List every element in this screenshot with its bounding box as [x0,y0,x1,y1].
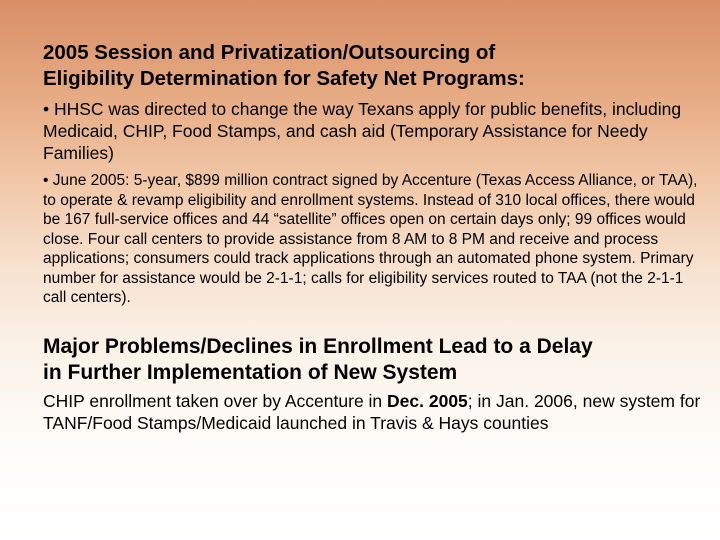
section-title-line1: 2005 Session and Privatization/Outsourcing of [43,41,496,64]
section-privatization [43,40,703,308]
text-after: ; in Jan. 2006, new system for TANF/Food Stamps/Medicaid launched in Travis & Hays counties [43,390,701,433]
section-title [43,40,703,92]
chip-enrollment-text [43,390,703,434]
section-title-line2: in Further Implementation of New System [43,360,458,384]
bullet-june-2005: • June 2005: 5-year, $899 million contract signed by Accenture (Texas Access Alliance, or TAA), to operate & revamp eligibility and enrollment systems. Instead of 310 local offices, there would be 167 full-service offices and 44 “satellite” offices open on certain days only; 99 offices would close. Four call centers to provide assistance from 8 AM to 8 PM and receive and process applications; consumers could track applications through an automated phone system. Primary number for assistance would be 2-1-1; calls for eligibility services routed to TAA (not the 2-1-1 call centers). [43,172,698,306]
section-major-problems [43,334,703,434]
section-title-line1: Major Problems/Declines in Enrollment Lead to a Delay [43,334,593,358]
section-title [43,334,703,386]
slide-content [43,40,703,434]
text-before: CHIP enrollment taken over by Accenture in [43,390,388,411]
bullet-hhsc: • HHSC was directed to change the way Texans apply for public benefits, including Medicaid, CHIP, Food Stamps, and cash aid (Temporary Assistance for Needy Families) [43,99,682,163]
date-emphasis: Dec. 2005 [387,390,468,411]
section-title-line2: Eligibility Determination for Safety Net Programs: [43,67,525,90]
